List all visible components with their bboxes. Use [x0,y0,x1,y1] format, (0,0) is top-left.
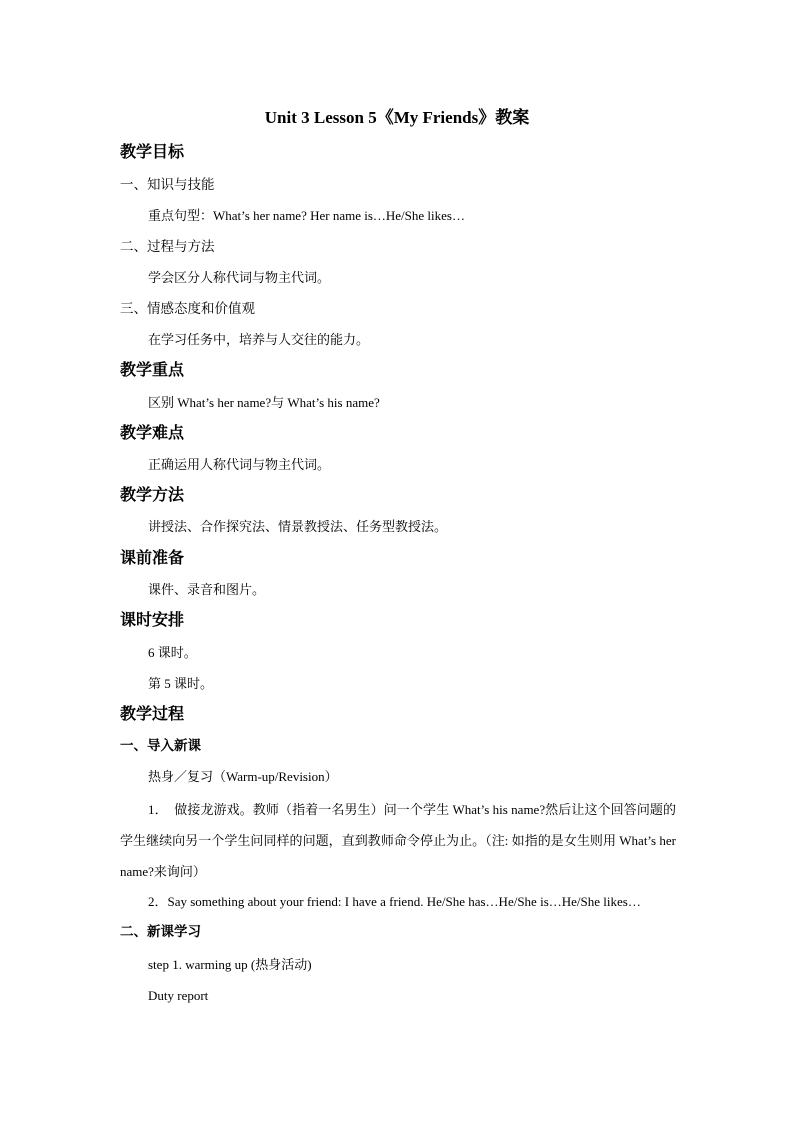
preparation-text: 课件、录音和图片。 [148,582,266,597]
knowledge-text: 重点句型：What’s her name? Her name is…He/She likes… [148,208,465,223]
heading-knowledge-skills: 一、知识与技能 [120,177,215,192]
heading-process-method: 二、过程与方法 [120,239,215,254]
heading-difficulties: 教学难点 [120,425,185,442]
heading-schedule: 课时安排 [120,612,185,629]
schedule-total: 6 课时。 [148,645,197,660]
schedule-current: 第 5 课时。 [148,676,214,691]
key-points-text: 区别 What’s her name?与 What’s his name? [148,395,380,410]
heading-key-points: 教学重点 [120,362,185,379]
difficulties-text: 正确运用人称代词与物主代词。 [148,457,331,472]
process-text: 学会区分人称代词与物主代词。 [148,270,331,285]
step1-paragraph: 1． 做接龙游戏。教师（指着一名男生）问一个学生 What’s his name?然后让这个回答问题的学生继续向另一个学生问同样的问题，直到教师命令停止为止。（注: 如指的是女生则用 What’s her name?来询问） [120,802,676,879]
step2-text: 2．Say something about your friend: I have a friend. He/She has…He/She is…He/She likes… [148,894,641,909]
heading-intro: 一、导入新课 [120,738,201,753]
heading-new-lesson: 二、新课学习 [120,924,201,939]
heading-methods: 教学方法 [120,487,185,504]
duty-report: Duty report [148,988,209,1003]
document-title: Unit 3 Lesson 5《My Friends》教案 [264,108,530,127]
warmup-title: 热身／复习（Warm-up/Revision） [148,769,338,784]
heading-attitude-values: 三、情感态度和价值观 [120,301,255,316]
attitude-text: 在学习任务中，培养与人交往的能力。 [148,332,370,347]
heading-teaching-process: 教学过程 [120,706,185,723]
heading-teaching-goals: 教学目标 [120,144,185,161]
methods-text: 讲授法、合作探究法、情景教授法、任务型教授法。 [148,519,448,534]
step-warming-up: step 1. warming up (热身活动) [148,957,312,972]
heading-preparation: 课前准备 [120,550,185,567]
